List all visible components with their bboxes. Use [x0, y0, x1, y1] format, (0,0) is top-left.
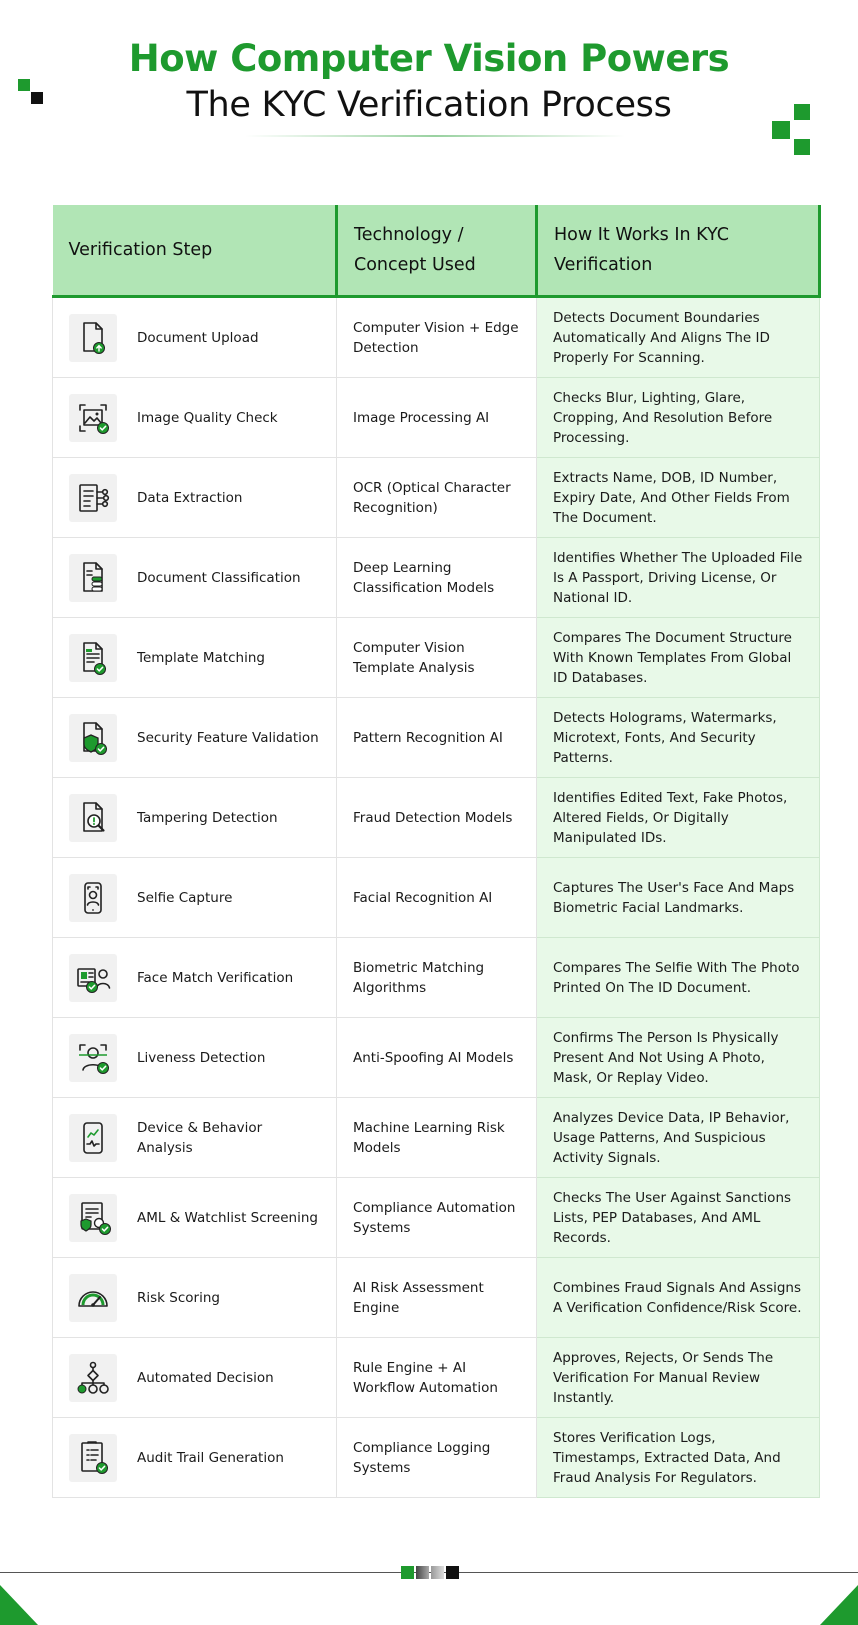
table-row: [53, 458, 820, 538]
how-it-works-cell: Identifies Whether The Uploaded File Is A Passport, Driving License, Or National ID.: [537, 538, 820, 618]
how-it-works-cell: Stores Verification Logs, Timestamps, Extracted Data, And Fraud Analysis For Regulators.: [537, 1418, 820, 1498]
technology-cell: Facial Recognition AI: [337, 858, 537, 938]
technology-cell: Machine Learning Risk Models: [337, 1098, 537, 1178]
step-cell: [53, 1258, 337, 1338]
step-cell: [53, 698, 337, 778]
step-label: Device & Behavior Analysis: [137, 1119, 263, 1156]
title-underline: [245, 135, 625, 137]
technology-cell: Image Processing AI: [337, 378, 537, 458]
decor-square-green: [794, 139, 810, 155]
table-row: [53, 618, 820, 698]
step-label: Image Quality Check: [137, 409, 278, 426]
table-row: [53, 778, 820, 858]
risk-gauge-icon: [69, 1274, 117, 1322]
how-it-works-cell: Extracts Name, DOB, ID Number, Expiry Date, And Other Fields From The Document.: [537, 458, 820, 538]
footer-square: [431, 1566, 444, 1579]
footer-square: [401, 1566, 414, 1579]
decor-square-green: [18, 79, 30, 91]
document-upload-icon: [69, 314, 117, 362]
device-analysis-icon: [69, 1114, 117, 1162]
decor-square-green: [794, 104, 810, 120]
step-cell: [53, 858, 337, 938]
step-label: AML & Watchlist Screening: [137, 1209, 318, 1226]
technology-cell: OCR (Optical Character Recognition): [337, 458, 537, 538]
step-cell: [53, 538, 337, 618]
footer-corner-right: [818, 1585, 858, 1625]
technology-cell: Computer Vision Template Analysis: [337, 618, 537, 698]
how-it-works-cell: Approves, Rejects, Or Sends The Verification For Manual Review Instantly.: [537, 1338, 820, 1418]
technology-cell: Fraud Detection Models: [337, 778, 537, 858]
table-row: [53, 1018, 820, 1098]
step-cell: [53, 618, 337, 698]
how-it-works-cell: Captures The User's Face And Maps Biometric Facial Landmarks.: [537, 858, 820, 938]
header-technology: Technology / Concept Used: [337, 205, 537, 297]
step-cell: [53, 1178, 337, 1258]
step-cell: [53, 1418, 337, 1498]
step-label: Data Extraction: [137, 489, 243, 506]
step-cell: [53, 1018, 337, 1098]
step-label: Face Match Verification: [137, 969, 294, 986]
aml-screening-icon: [69, 1194, 117, 1242]
step-label: Tampering Detection: [137, 809, 278, 826]
table-row: [53, 1258, 820, 1338]
liveness-scan-icon: [69, 1034, 117, 1082]
how-it-works-cell: Detects Document Boundaries Automatically And Aligns The ID Properly For Scanning.: [537, 297, 820, 378]
face-match-icon: [69, 954, 117, 1002]
how-it-works-cell: Compares The Document Structure With Known Templates From Global ID Databases.: [537, 618, 820, 698]
step-label: Template Matching: [137, 649, 265, 666]
table-row: [53, 1338, 820, 1418]
audit-trail-icon: [69, 1434, 117, 1482]
footer-divider: [0, 1572, 858, 1573]
security-shield-icon: [69, 714, 117, 762]
decor-square-green: [772, 121, 790, 139]
step-cell: [53, 938, 337, 1018]
step-cell: [53, 1338, 337, 1418]
decor-square-black: [31, 92, 43, 104]
how-it-works-cell: Combines Fraud Signals And Assigns A Verification Confidence/Risk Score.: [537, 1258, 820, 1338]
table-row: [53, 1418, 820, 1498]
how-it-works-cell: Compares The Selfie With The Photo Printed On The ID Document.: [537, 938, 820, 1018]
table-row: [53, 1178, 820, 1258]
technology-cell: AI Risk Assessment Engine: [337, 1258, 537, 1338]
step-label: Document Upload: [137, 329, 259, 346]
step-label: Selfie Capture: [137, 889, 233, 906]
table-row: [53, 698, 820, 778]
table-header-row: [53, 205, 820, 297]
how-it-works-cell: Analyzes Device Data, IP Behavior, Usage Patterns, And Suspicious Activity Signals.: [537, 1098, 820, 1178]
image-check-icon: [69, 394, 117, 442]
page-subtitle: The KYC Verification Process: [186, 85, 672, 125]
template-matching-icon: [69, 634, 117, 682]
technology-cell: Biometric Matching Algorithms: [337, 938, 537, 1018]
kyc-table: [52, 205, 821, 1498]
how-it-works-cell: Checks Blur, Lighting, Glare, Cropping, And Resolution Before Processing.: [537, 378, 820, 458]
step-label: Document Classification: [137, 569, 301, 586]
decision-flow-icon: [69, 1354, 117, 1402]
page-title: How Computer Vision Powers: [128, 37, 730, 80]
footer-square: [446, 1566, 459, 1579]
header-verification-step: Verification Step: [53, 205, 337, 297]
technology-cell: Anti-Spoofing AI Models: [337, 1018, 537, 1098]
how-it-works-cell: Checks The User Against Sanctions Lists, PEP Databases, And AML Records.: [537, 1178, 820, 1258]
table-row: [53, 858, 820, 938]
table-row: [53, 538, 820, 618]
table-row: [53, 378, 820, 458]
page-header: [0, 36, 858, 128]
technology-cell: Rule Engine + AI Workflow Automation: [337, 1338, 537, 1418]
technology-cell: Deep Learning Classification Models: [337, 538, 537, 618]
footer-corner-left: [0, 1585, 40, 1625]
document-classification-icon: [69, 554, 117, 602]
footer-square: [416, 1566, 429, 1579]
step-cell: [53, 378, 337, 458]
step-label: Liveness Detection: [137, 1049, 266, 1066]
technology-cell: Computer Vision + Edge Detection: [337, 297, 537, 378]
technology-cell: Pattern Recognition AI: [337, 698, 537, 778]
table-row: [53, 297, 820, 378]
step-cell: [53, 1098, 337, 1178]
table-row: [53, 1098, 820, 1178]
data-extraction-icon: [69, 474, 117, 522]
step-label: Risk Scoring: [137, 1289, 220, 1306]
step-label: Automated Decision: [137, 1369, 274, 1386]
step-label: Security Feature Validation: [137, 729, 319, 746]
how-it-works-cell: Detects Holograms, Watermarks, Microtext, Fonts, And Security Patterns.: [537, 698, 820, 778]
step-cell: [53, 458, 337, 538]
technology-cell: Compliance Automation Systems: [337, 1178, 537, 1258]
technology-cell: Compliance Logging Systems: [337, 1418, 537, 1498]
table-row: [53, 938, 820, 1018]
tampering-search-icon: [69, 794, 117, 842]
step-label: Audit Trail Generation: [137, 1449, 284, 1466]
table-body: [53, 297, 820, 1498]
selfie-phone-icon: [69, 874, 117, 922]
how-it-works-cell: Identifies Edited Text, Fake Photos, Altered Fields, Or Digitally Manipulated IDs.: [537, 778, 820, 858]
header-how-it-works: How It Works In KYC Verification: [537, 205, 820, 297]
step-cell: [53, 778, 337, 858]
step-cell: [53, 297, 337, 378]
how-it-works-cell: Confirms The Person Is Physically Present And Not Using A Photo, Mask, Or Replay Video.: [537, 1018, 820, 1098]
